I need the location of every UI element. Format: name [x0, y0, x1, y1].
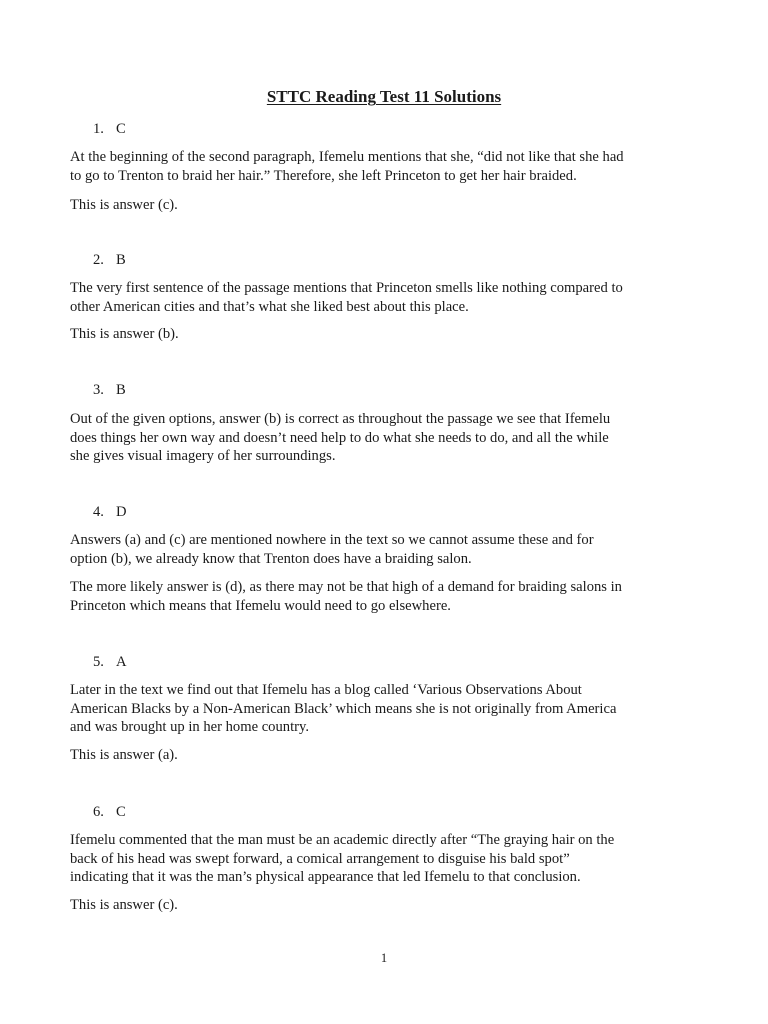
explanation-paragraph: At the beginning of the second paragraph, Ifemelu mentions that she, “did not like that she had to go to Trenton to braid her hair.” Therefore, she left Princeton to get her hair braided.: [70, 149, 624, 184]
question-answer: D: [116, 504, 127, 520]
explanation-paragraph: Later in the text we find out that Ifemelu has a blog called ‘Various Observations About American Blacks by a Non-American Black’ which means she is not originally from America and was brought up in her home country.: [70, 682, 617, 736]
answer-statement: This is answer (c).: [70, 897, 178, 913]
page-number: 1: [380, 951, 388, 965]
question-answer: C: [116, 804, 126, 820]
question-number: 2.: [93, 252, 104, 268]
explanation-paragraph: Ifemelu commented that the man must be an academic directly after “The graying hair on the back of his head was swept forward, a comical arrangement to disguise his bald spot” indicating that it was the man’s physical appearance that led Ifemelu to that conclusion.: [70, 832, 615, 886]
question-number: 3.: [93, 382, 104, 398]
answer-statement: This is answer (b).: [70, 326, 179, 342]
answer-statement: This is answer (c).: [70, 197, 178, 213]
explanation-paragraph: Answers (a) and (c) are mentioned nowhere in the text so we cannot assume these and for option (b), we already know that Trenton does have a braiding salon.: [70, 532, 594, 567]
explanation-paragraph: The more likely answer is (d), as there may not be that high of a demand for braiding salons in Princeton which means that Ifemelu would need to go elsewhere.: [70, 579, 622, 614]
page-title: STTC Reading Test 11 Solutions: [266, 87, 502, 106]
question-number: 6.: [93, 804, 104, 820]
question-number: 5.: [93, 654, 104, 670]
question-answer: B: [116, 252, 126, 268]
explanation-paragraph: The very first sentence of the passage mentions that Princeton smells like nothing compared to other American cities and that’s what she liked best about this place.: [70, 280, 623, 315]
answer-statement: This is answer (a).: [70, 747, 178, 763]
question-number: 1.: [93, 121, 104, 137]
question-answer: B: [116, 382, 126, 398]
question-answer: C: [116, 121, 126, 137]
question-number: 4.: [93, 504, 104, 520]
question-answer: A: [116, 654, 127, 670]
explanation-paragraph: Out of the given options, answer (b) is correct as throughout the passage we see that Ifemelu does things her own way and doesn’t need help to do what she needs to do, and all the while she gives visual imagery of her surroundings.: [70, 411, 611, 465]
